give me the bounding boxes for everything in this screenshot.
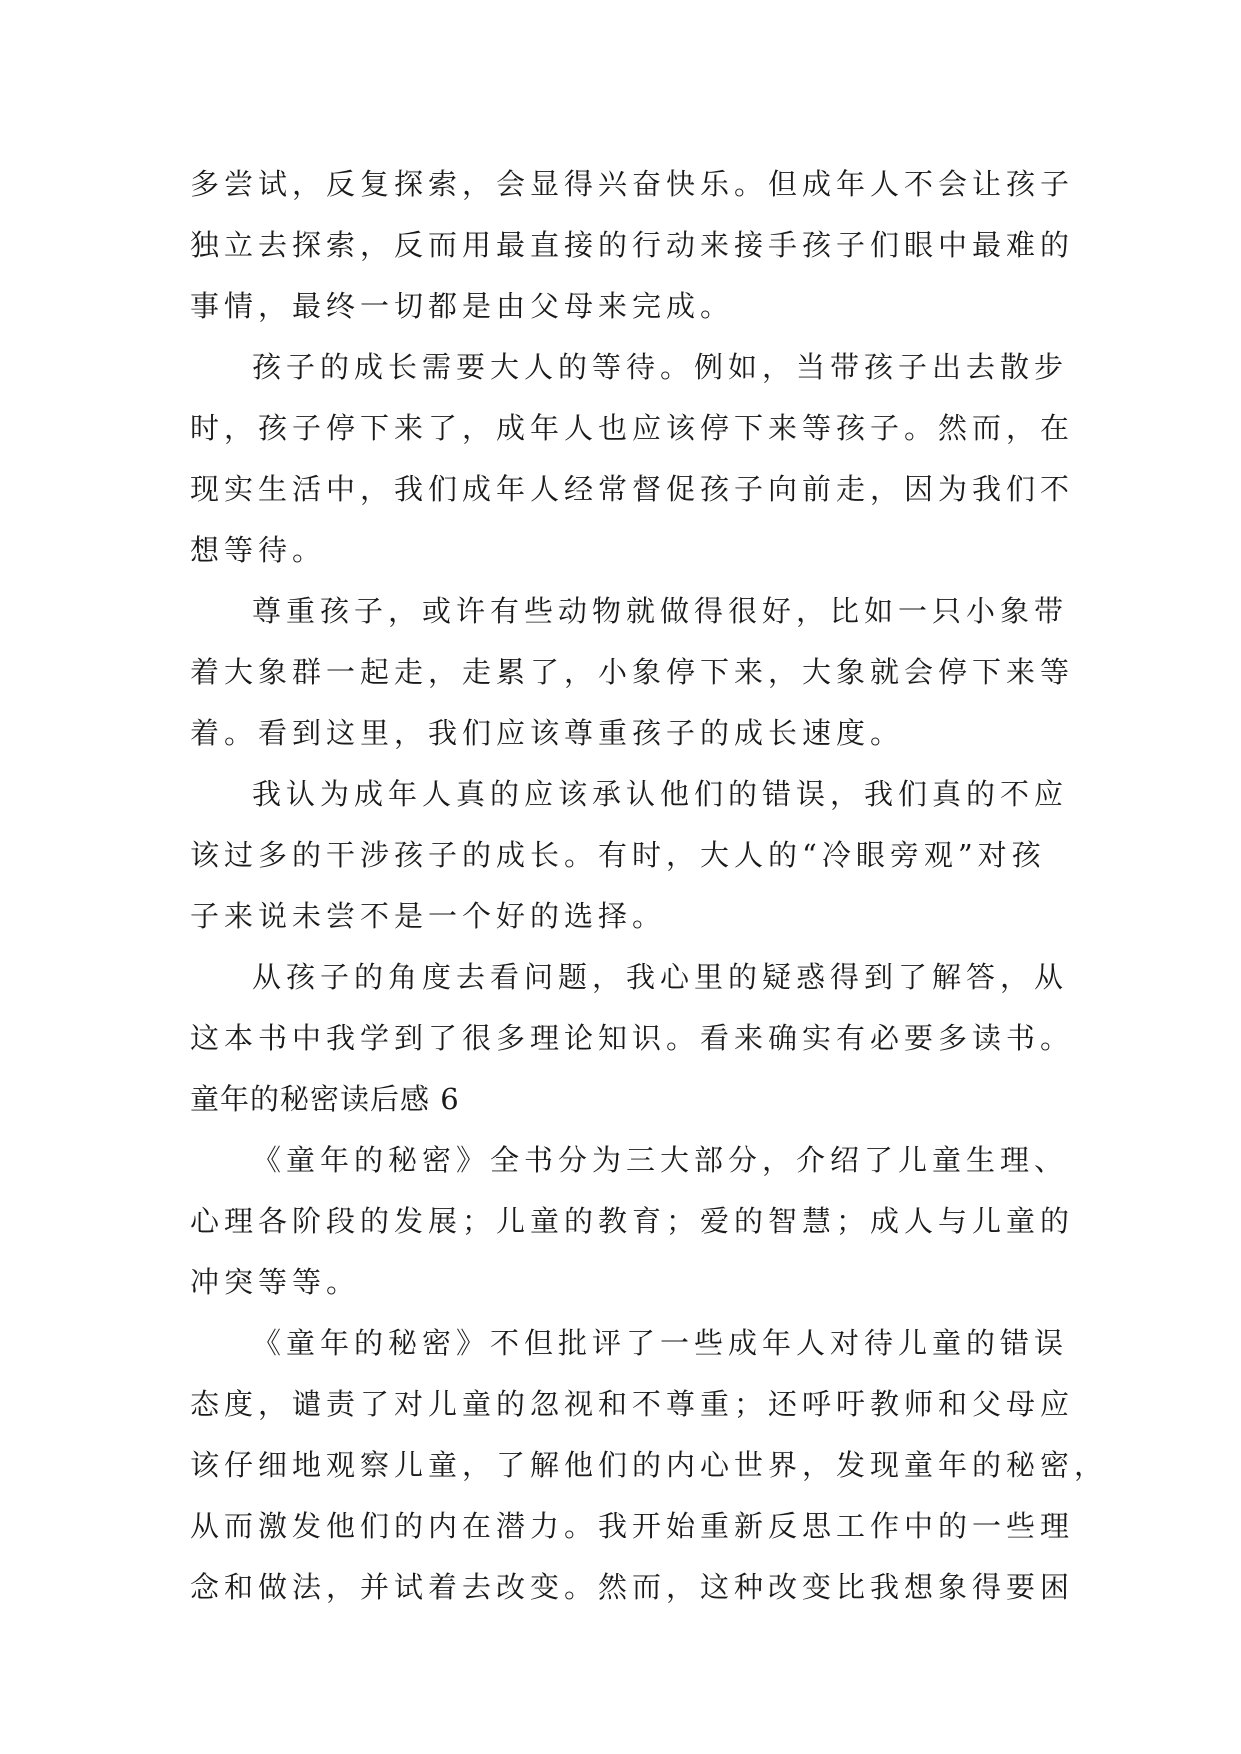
- paragraph-first-line: 《童年的秘密》全书分为三大部分，介绍了儿童生理、: [252, 1143, 1069, 1177]
- text-line: 着大象群一起走，走累了，小象停下来，大象就会停下来等: [190, 655, 1075, 689]
- text-line: 独立去探索，反而用最直接的行动来接手孩子们眼中最难的: [190, 228, 1075, 262]
- text-line: 心理各阶段的发展；儿童的教育；爱的智慧；成人与儿童的: [190, 1204, 1075, 1238]
- text-line: 从而激发他们的内在潜力。我开始重新反思工作中的一些理: [190, 1509, 1075, 1543]
- text-line: 子来说未尝不是一个好的选择。: [190, 899, 667, 933]
- text-line: 事情，最终一切都是由父母来完成。: [190, 289, 735, 323]
- section-heading: 童年的秘密读后感 6: [190, 1082, 460, 1116]
- paragraph-first-line: 《童年的秘密》不但批评了一些成年人对待儿童的错误: [252, 1326, 1069, 1360]
- text-line: 现实生活中，我们成年人经常督促孩子向前走，因为我们不: [190, 472, 1075, 506]
- paragraph-first-line: 尊重孩子，或许有些动物就做得很好，比如一只小象带: [252, 594, 1069, 628]
- paragraph-first-line: 我认为成年人真的应该承认他们的错误，我们真的不应: [252, 777, 1069, 811]
- paragraph-first-line: 孩子的成长需要大人的等待。例如，当带孩子出去散步: [252, 350, 1069, 384]
- text-line: 念和做法，并试着去改变。然而，这种改变比我想象得要困: [190, 1570, 1075, 1604]
- text-line: 想等待。: [190, 533, 327, 567]
- text-line: 多尝试，反复探索，会显得兴奋快乐。但成年人不会让孩子: [190, 167, 1075, 201]
- text-line: 着。看到这里，我们应该尊重孩子的成长速度。: [190, 716, 905, 750]
- text-line: 时，孩子停下来了，成年人也应该停下来等孩子。然而，在: [190, 411, 1075, 445]
- text-line: 这本书中我学到了很多理论知识。看来确实有必要多读书。: [190, 1021, 1075, 1055]
- text-line: 该仔细地观察儿童，了解他们的内心世界，发现童年的秘密，: [190, 1448, 1109, 1482]
- text-line: 态度，谴责了对儿童的忽视和不尊重；还呼吁教师和父母应: [190, 1387, 1075, 1421]
- text-line: 冲突等等。: [190, 1265, 361, 1299]
- paragraph-first-line: 从孩子的角度去看问题，我心里的疑惑得到了解答，从: [252, 960, 1069, 994]
- text-line: 该过多的干涉孩子的成长。有时，大人的“冷眼旁观”对孩: [190, 838, 1046, 872]
